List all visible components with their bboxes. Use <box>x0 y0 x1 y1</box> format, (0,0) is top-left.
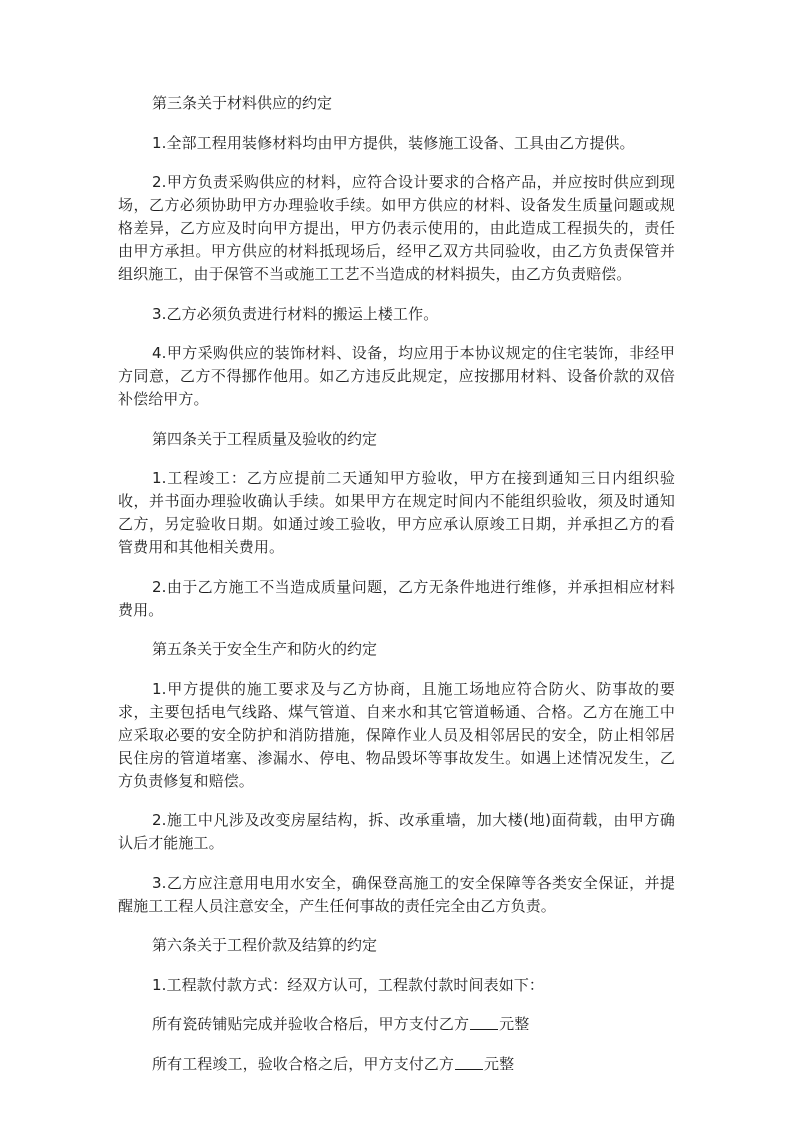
paragraph: 2.施工中凡涉及改变房屋结构，拆、改承重墙，加大楼(地)面荷载，由甲方确认后才能施工。 <box>118 811 675 852</box>
amount-blank <box>470 1015 498 1030</box>
paragraph: 3.乙方应注意用电用水安全，确保登高施工的安全保障等各类安全保证，并提醒施工工程人员注意安全，产生任何事故的责任完全由乙方负责。 <box>118 873 675 915</box>
payment-unit: 元整 <box>484 1054 515 1073</box>
section-heading: 第三条关于材料供应的约定 <box>152 94 333 112</box>
payment-line <box>118 1053 675 1076</box>
paragraph: 4.甲方采购供应的装饰材料、设备，均应用于本协议规定的住宅装饰，非经甲方同意，乙方不得挪作他用。如乙方违反此规定，应按挪用材料、设备价款的双倍补偿给甲方。 <box>118 344 675 408</box>
paragraph: 1.甲方提供的施工要求及与乙方协商，且施工场地应符合防火、防事故的要求，主要包括电气线路、煤气管道、自来水和其它管道畅通、合格。乙方在施工中应采取必要的安全防护和消防措施，保障作业人员及相邻居民的安全，防止相邻居民住房的管道堵塞、渗漏水、停电、物品毁坏等事故发生。如遇上述情况发生，乙方负责修复和赔偿。 <box>118 679 675 790</box>
section-heading: 第四条关于工程质量及验收的约定 <box>152 429 378 448</box>
payment-unit: 元整 <box>499 1015 530 1033</box>
amount-blank <box>455 1055 483 1070</box>
payment-text: 所有瓷砖铺贴完成并验收合格后，甲方支付乙方 <box>152 1015 470 1033</box>
paragraph: 1.工程竣工：乙方应提前二天通知甲方验收，甲方在接到通知三日内组织验收，并书面办理验收确认手续。如果甲方在规定时间内不能组织验收，须及时通知乙方，另定验收日期。如通过竣工验收，甲方应承认原竣工日期，并承担乙方的看管费用和其他相关费用。 <box>118 469 675 556</box>
paragraph: 2.甲方负责采购供应的材料，应符合设计要求的合格产品，并应按时供应到现场，乙方必须协助甲方办理验收手续。如甲方供应的材料、设备发生质量问题或规格差异，乙方应及时向甲方提出，甲方仍表示使用的，由此造成工程损失的，责任由甲方承担。甲方供应的材料抵现场后，经甲乙双方共同验收，由乙方负责保管并组织施工，由于保管不当或施工工艺不当造成的材料损失，由乙方负责赔偿。 <box>118 173 675 283</box>
paragraph: 1.工程款付款方式：经双方认可，工程款付款时间表如下： <box>152 975 545 994</box>
paragraph: 2.由于乙方施工不当造成质量问题，乙方无条件地进行维修，并承担相应材料费用。 <box>118 577 675 619</box>
payment-line <box>118 1013 675 1036</box>
section-heading: 第五条关于安全生产和防火的约定 <box>152 640 378 658</box>
section-heading: 第六条关于工程价款及结算的约定 <box>152 936 378 954</box>
paragraph: 3.乙方必须负责进行材料的搬运上楼工作。 <box>152 304 439 323</box>
paragraph: 1.全部工程用装修材料均由甲方提供，装修施工设备、工具由乙方提供。 <box>152 133 635 152</box>
payment-text: 所有工程竣工，验收合格之后，甲方支付乙方 <box>152 1054 455 1073</box>
